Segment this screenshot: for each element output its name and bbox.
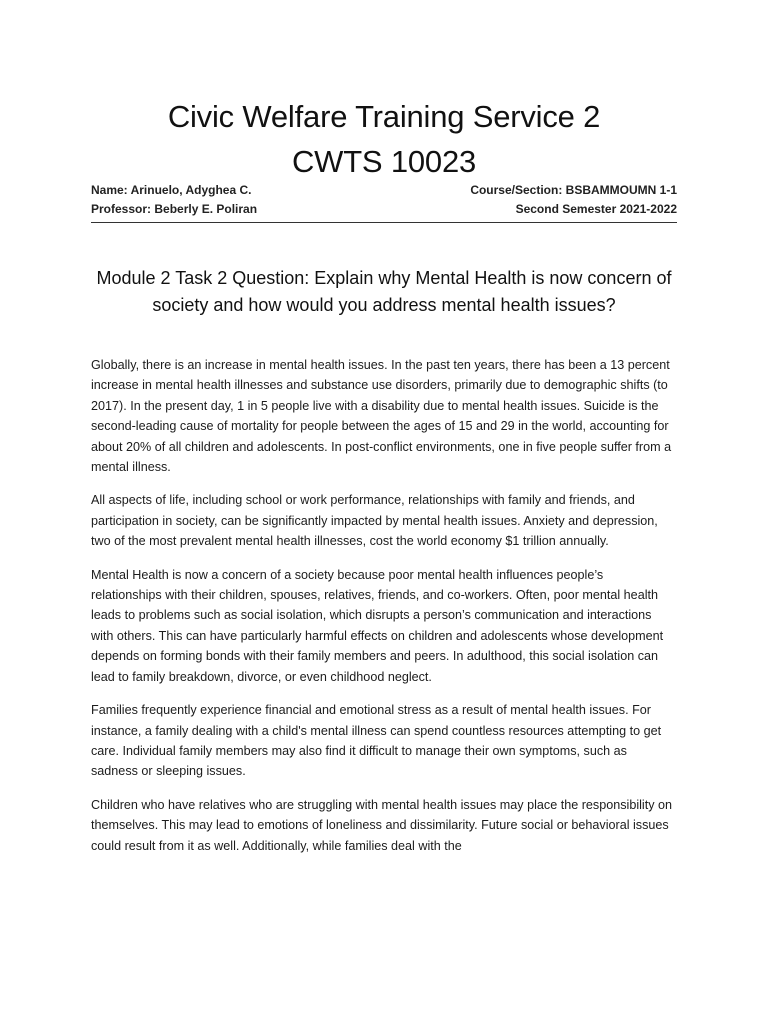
professor-name: Professor: Beberly E. Poliran xyxy=(91,202,258,216)
paragraph: Families frequently experience financial and emotional stress as a result of mental health issues. For instance, a family dealing with a child's mental illness can spend countless resources attempting to get care. Individual family members may also find it difficult to manage their own symptoms, such as sadness or sleeping issues. xyxy=(91,703,662,779)
essay-body xyxy=(91,355,677,869)
student-info-row-2 xyxy=(91,200,677,219)
semester: Second Semester 2021-2022 xyxy=(515,202,677,216)
document-title: Civic Welfare Training Service 2 xyxy=(167,99,601,134)
header-divider xyxy=(91,222,677,223)
paragraph: Mental Health is now a concern of a society because poor mental health influences people’s relationships with their children, spouses, relatives, friends, and co-workers. Often, poor mental health leads to problems such as social isolation, which disrupts a person’s communication and interactions with others. This can have particularly harmful effects on children and adolescents whose development depends on forming bonds with their family members and peers. In adulthood, this social isolation can lead to family breakdown, divorce, or even childhood neglect. xyxy=(91,567,664,684)
paragraph: All aspects of life, including school or work performance, relationships with family and friends, and participation in society, can be significantly impacted by mental health issues. Anxiety and depression, two of the most prevalent mental health illnesses, cost the world economy $1 trillion annually. xyxy=(91,493,658,549)
course-code-title: CWTS 10023 xyxy=(291,144,477,179)
student-name: Name: Arinuelo, Adyghea C. xyxy=(91,183,252,197)
module-question: Module 2 Task 2 Question: Explain why Mental Health is now concern of society and how would you address mental health issues? xyxy=(96,268,672,315)
paragraph: Children who have relatives who are struggling with mental health issues may place the responsibility on themselves. This may lead to emotions of loneliness and dissimilarity. Future social or behavioral issues could result from it as well. Additionally, while families deal with the xyxy=(91,797,673,853)
student-info-row-1 xyxy=(91,181,677,200)
student-info-block xyxy=(91,181,677,219)
course-section: Course/Section: BSBAMMOUMN 1-1 xyxy=(470,183,677,197)
paragraph: Globally, there is an increase in mental health issues. In the past ten years, there has been a 13 percent increase in mental health illnesses and substance use disorders, primarily due to demographic shifts (to 2017). In the present day, 1 in 5 people live with a disability due to mental health issues. Suicide is the second-leading cause of mortality for people between the ages of 15 and 29 in the world, accounting for about 20% of all children and adolescents. In post-conflict environments, one in five people suffer from a mental illness. xyxy=(91,358,672,475)
